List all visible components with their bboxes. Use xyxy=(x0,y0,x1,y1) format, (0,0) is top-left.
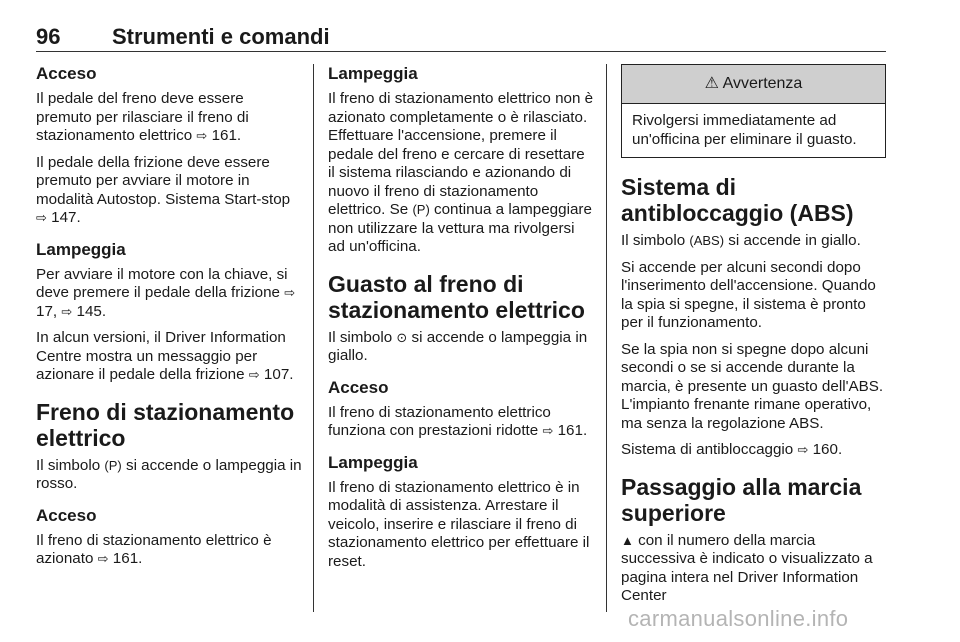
paragraph xyxy=(36,532,302,569)
section-heading-upshift: Passaggio alla marcia superiore xyxy=(621,473,862,526)
subheading-acceso: Acceso xyxy=(328,377,389,397)
paragraph xyxy=(36,90,302,146)
page-ref-arrow-icon: ⇨ xyxy=(284,285,296,300)
page-ref[interactable]: 145. xyxy=(76,302,107,320)
text: Il pedale del freno deve essere premuto per rilasciare il freno di stazionamento elettrico xyxy=(36,90,249,144)
paragraph xyxy=(36,457,302,494)
text: In alcun versioni, il Driver Information Centre mostra un messaggio per azionare il pedale della frizione xyxy=(36,329,286,383)
paragraph: Se la spia non si spegne dopo alcuni secondi o se si accende durante la marcia, è presente un guasto dell'ABS. L'impianto frenante rimane operativo, ma senza la regolazione ABS. xyxy=(621,340,884,432)
text: Il freno di stazionamento elettrico è azionato xyxy=(36,531,272,567)
page-ref[interactable]: 17, xyxy=(36,302,58,320)
subheading-acceso: Acceso xyxy=(36,505,97,525)
header-divider xyxy=(36,51,886,52)
text: Il freno di stazionamento elettrico non è azionato completamente o è rilasciato. Effettuare l'accensione, premere il pedale del freno e cercare di resettare il sistema rilasciando e azionando di nuovo il freno di stazionamento elettrico. Se xyxy=(328,90,594,218)
warning-header xyxy=(622,65,885,104)
warning-text: Rivolgersi immediatamente ad un'officina per eliminare il guasto. xyxy=(632,112,857,148)
column-2 xyxy=(328,64,594,579)
text: Per avviare il motore con la chiave, si deve premere il pedale della frizione xyxy=(36,265,288,301)
chapter-title: Strumenti e comandi xyxy=(112,24,330,49)
upshift-icon: ▲ xyxy=(621,532,634,548)
text: con il numero della marcia successiva è indicato o visualizzato a pagina intera nel Driver Information Center xyxy=(621,531,873,604)
column-3 xyxy=(621,64,886,614)
page-ref[interactable]: 161. xyxy=(112,550,143,567)
text: Il pedale della frizione deve essere premuto per avviare il motore in modalità Autostop. Sistema Start-stop xyxy=(36,153,291,208)
page-ref[interactable]: 160. xyxy=(812,441,843,458)
brake-fault-icon: ⊙ xyxy=(396,329,408,345)
text: si accende o lampeggia in giallo. xyxy=(328,328,588,364)
page-ref-arrow-icon: ⇨ xyxy=(797,442,809,457)
column-divider-1 xyxy=(313,64,314,612)
page-ref[interactable]: 161. xyxy=(211,127,242,144)
paragraph xyxy=(36,329,302,385)
paragraph xyxy=(621,441,886,460)
column-divider-2 xyxy=(606,64,607,612)
page-ref-arrow-icon: ⇨ xyxy=(196,128,208,143)
page-ref-arrow-icon: ⇨ xyxy=(61,303,73,319)
page-header xyxy=(36,24,886,52)
text: Il simbolo xyxy=(621,232,686,249)
page-ref-arrow-icon: ⇨ xyxy=(97,551,109,566)
parking-brake-icon: (P) xyxy=(412,202,430,217)
warning-title: Avvertenza xyxy=(722,75,803,92)
page-ref[interactable]: 147. xyxy=(51,209,81,226)
text: Il simbolo xyxy=(328,328,393,346)
section-heading-parking-brake: Freno di stazionamento elettrico xyxy=(36,398,295,451)
paragraph: Si accende per alcuni secondi dopo l'inserimento dell'accensione. Quando la spia si spegne, il sistema è pronto per il funzionamento. xyxy=(621,258,876,331)
subheading-lampeggia: Lampeggia xyxy=(328,64,418,83)
warning-box xyxy=(621,64,886,158)
paragraph xyxy=(36,154,302,228)
page-ref-arrow-icon: ⇨ xyxy=(248,367,260,382)
text: Il simbolo xyxy=(36,456,101,474)
warning-icon: ⚠ xyxy=(704,75,720,92)
page-ref-arrow-icon: ⇨ xyxy=(36,210,47,225)
paragraph: Il freno di stazionamento elettrico è in modalità di assistenza. Arrestare il veicolo, inserire e rilasciare il freno di stazionamento elettrico per effettuare il reset. xyxy=(328,478,590,570)
paragraph xyxy=(621,532,886,606)
section-heading-abs: Sistema di antibloccaggio (ABS) xyxy=(621,174,854,226)
abs-icon: (ABS) xyxy=(689,233,725,248)
text: Il freno di stazionamento elettrico funziona con prestazioni ridotte xyxy=(328,403,551,439)
watermark: carmanualsonline.info xyxy=(628,606,849,631)
page-ref[interactable]: 161. xyxy=(557,422,588,439)
subheading-acceso: Acceso xyxy=(36,64,97,83)
text: si accende in giallo. xyxy=(728,232,861,249)
paragraph xyxy=(621,232,886,251)
page-ref[interactable]: 107. xyxy=(263,366,294,383)
text: Sistema di antibloccaggio xyxy=(621,441,794,458)
section-heading-brake-fault: Guasto al freno di stazionamento elettrico xyxy=(328,270,585,323)
text: continua a lampeggiare non utilizzare la vettura ma rivolgersi ad un'officina. xyxy=(328,201,592,255)
page-number: 96 xyxy=(36,24,61,49)
paragraph xyxy=(328,404,594,441)
paragraph xyxy=(328,90,594,257)
paragraph xyxy=(328,329,594,366)
text: si accende o lampeggia in rosso. xyxy=(36,456,302,492)
column-1 xyxy=(36,64,302,577)
page-ref-arrow-icon: ⇨ xyxy=(542,423,554,438)
parking-brake-icon: (P) xyxy=(104,457,122,473)
paragraph xyxy=(36,266,302,322)
subheading-lampeggia: Lampeggia xyxy=(328,452,418,472)
subheading-lampeggia: Lampeggia xyxy=(36,239,126,259)
